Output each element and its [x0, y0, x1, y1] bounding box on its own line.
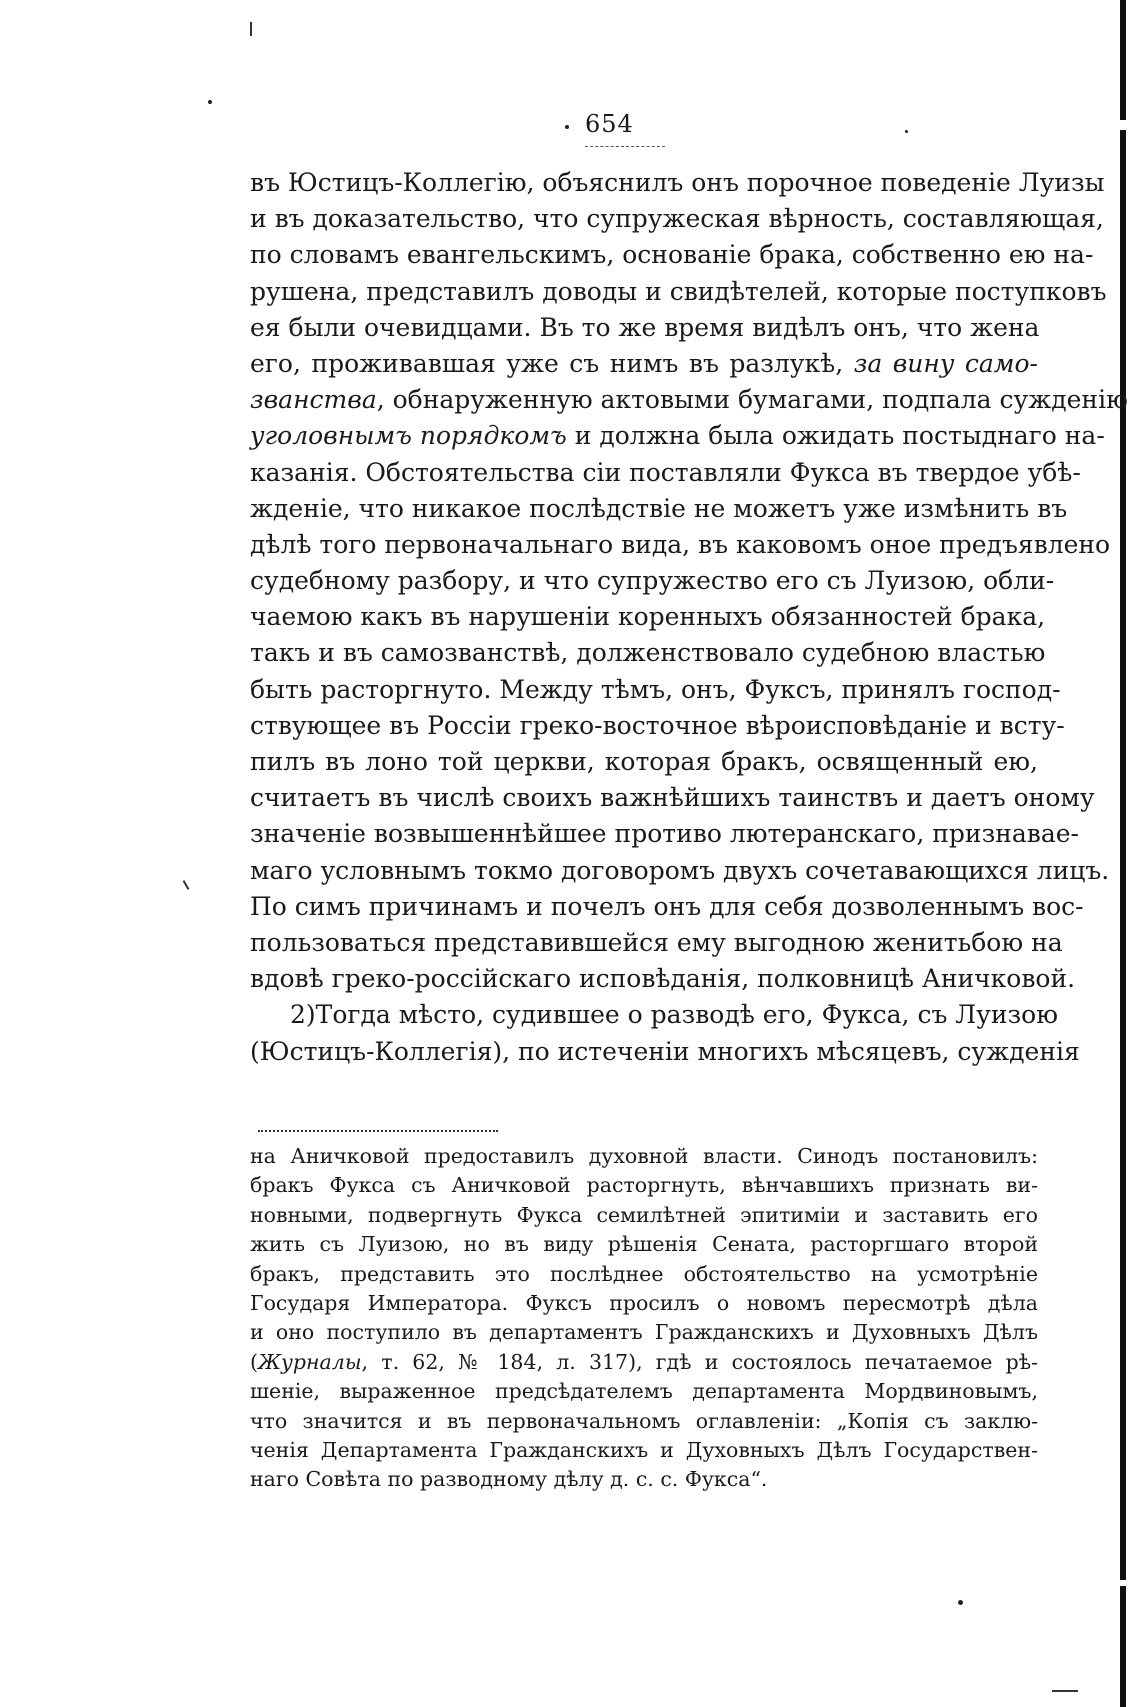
body-line: чаемою какъ въ нарушеніи коренныхъ обязанностей брака,: [250, 602, 1046, 632]
body-line: По симъ причинамъ и почелъ онъ для себя дозволеннымъ вос-: [250, 891, 1084, 921]
footnote-text: [250, 1142, 1038, 1495]
body-line: ея были очевидцами. Въ то же время видѣлъ онъ, что жена: [250, 312, 1040, 342]
page-number: 654: [585, 110, 634, 138]
body-line: считаетъ въ числѣ своихъ важнѣйшихъ таинствъ и даетъ оному: [250, 783, 1095, 813]
body-line: его, проживавшая уже съ нимъ въ разлукѣ, за вину само-: [250, 348, 1039, 378]
scan-mark: [250, 22, 252, 36]
body-line: быть расторгнуто. Между тѣмъ, онъ, Фуксъ, принялъ господ-: [250, 674, 1061, 704]
footnote-line: (Журналы, т. 62, № 184, л. 317), гдѣ и состоялось печатаемое рѣ-: [250, 1349, 1038, 1374]
italic-phrase: званства: [250, 385, 377, 415]
page-number-rule: [585, 146, 665, 147]
footnote-line: Государя Императора. Фуксъ просилъ о новомъ пересмотрѣ дѣла: [250, 1290, 1038, 1315]
scan-speck: [958, 1600, 963, 1605]
body-line: значеніе возвышеннѣйшее противо лютеранскаго, признавае-: [250, 819, 1079, 849]
footnote-line: на Аничковой предоставилъ духовной власти. Синодъ постановилъ:: [250, 1144, 1038, 1168]
italic-phrase: за вину само-: [853, 348, 1039, 378]
footnote-separator: [258, 1130, 498, 1132]
scan-mark: [183, 880, 190, 890]
footnote-line: наго Совѣта по разводному дѣлу д. с. с. Фукса“.: [250, 1467, 768, 1492]
body-line: (Юстицъ-Коллегія), по истеченіи многихъ мѣсяцевъ, сужденія: [250, 1036, 1080, 1066]
scan-speck: [208, 100, 212, 104]
footnote-line: что значится и въ первоначальномъ оглавленіи: „Копія съ заклю-: [250, 1408, 1038, 1433]
body-line: и въ доказательство, что супружеская вѣрность, составляющая,: [250, 204, 1104, 234]
footnote-line: жить съ Луизою, но въ виду рѣшенія Сената, расторгшаго второй: [250, 1232, 1038, 1257]
body-line: пользоваться представившейся ему выгодною женитьбою на: [250, 927, 1063, 957]
italic-phrase: Журналы: [258, 1349, 362, 1374]
footnote-line: шеніе, выраженное предсѣдателемъ департамента Мордвиновымъ,: [250, 1379, 1038, 1404]
main-body-text: [250, 165, 1128, 1070]
footnote-line: новными, подвергнуть Фукса семилѣтней эпитиміи и заставить его: [250, 1202, 1038, 1227]
body-line: рушена, представилъ доводы и свидѣтелей, которые поступковъ: [250, 276, 1107, 306]
body-line: вдовѣ греко-россійскаго исповѣданія, полковницѣ Аничковой.: [250, 964, 1076, 994]
body-line: жденіе, что никакое послѣдствіе не можетъ уже измѣнить въ: [250, 493, 1068, 523]
footnote-line: бракъ, представить это послѣднее обстоятельство на усмотрѣніе: [250, 1261, 1038, 1286]
body-line: уголовнымъ порядкомъ и должна была ожидать постыднаго на-: [250, 421, 1105, 451]
body-line: казанія. Обстоятельства сіи поставляли Фукса въ твердое убѣ-: [250, 457, 1081, 487]
body-line: званства, обнаруженную актовыми бумагами, подпала сужденію: [250, 385, 1128, 415]
body-line: 2)Тогда мѣсто, судившее о разводѣ его, Фукса, съ Луизою: [290, 1000, 1058, 1030]
body-line: такъ и въ самозванствѣ, долженствовало судебною властью: [250, 638, 1046, 668]
body-line: маго условнымъ токмо договоромъ двухъ сочетавающихся лицъ.: [250, 855, 1110, 885]
body-line: дѣлѣ того первоначальнаго вида, въ каковомъ оное предъявлено: [250, 529, 1111, 559]
scan-speck: [565, 125, 569, 129]
body-line: ствующее въ Россіи греко-восточное вѣроисповѣданіе и всту-: [250, 710, 1065, 740]
body-line: по словамъ евангельскимъ, основаніе брака, собственно ею на-: [250, 240, 1094, 270]
footnote-line: ченія Департамента Гражданскихъ и Духовныхъ Дѣлъ Государствен-: [250, 1437, 1038, 1462]
body-line: судебному разбору, и что супружество его съ Луизою, обли-: [250, 566, 1055, 596]
scan-mark: [1052, 1690, 1078, 1692]
scan-speck: [905, 130, 908, 133]
footnote-line: и оно поступило въ департаментъ Гражданскихъ и Духовныхъ Дѣлъ: [250, 1320, 1038, 1345]
italic-phrase: уголовнымъ порядкомъ: [250, 421, 567, 451]
scan-edge-bar: [1120, 0, 1126, 1707]
body-line: пилъ въ лоно той церкви, которая бракъ, освященный ею,: [250, 747, 1038, 776]
footnote-line: бракъ Фукса съ Аничковой расторгнуть, вѣнчавшихъ признать ви-: [250, 1173, 1038, 1198]
body-line: въ Юстицъ-Коллегію, объяснилъ онъ порочное поведеніе Луизы: [250, 168, 1105, 197]
